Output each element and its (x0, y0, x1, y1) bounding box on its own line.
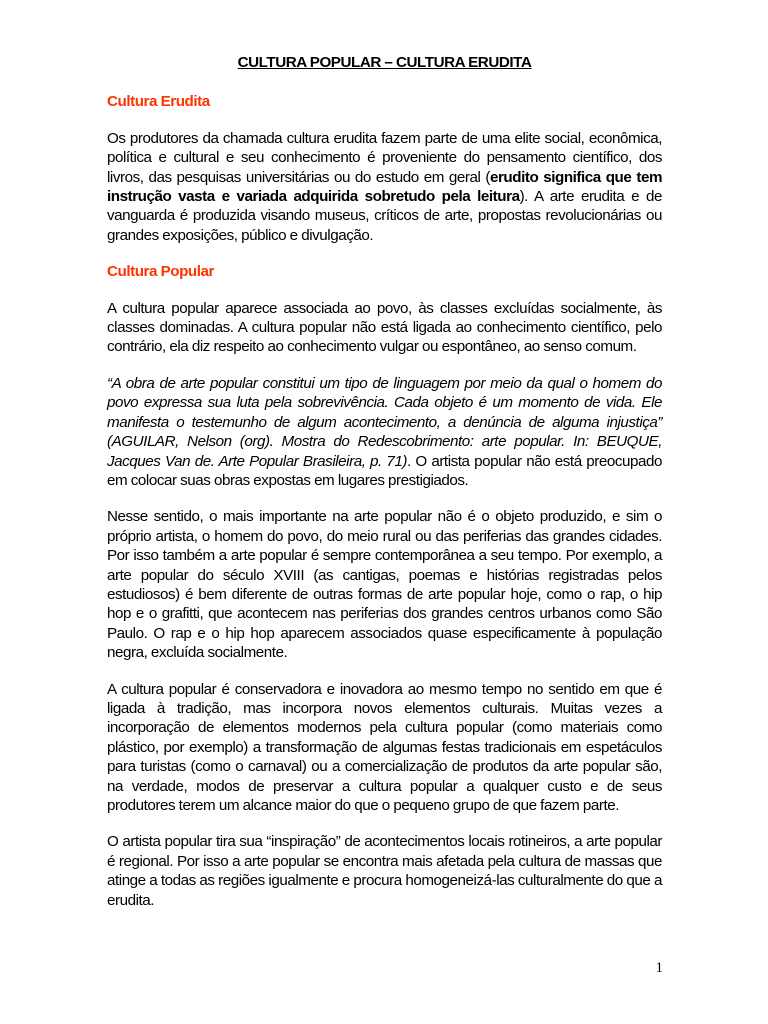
document-body (107, 53, 662, 927)
paragraph-popular-definition: A cultura popular aparece associada ao povo, às classes excluídas socialmente, às classes dominadas. A cultura popular não está ligada ao conhecimento científico, pelo contrário, ela diz respeito ao conhecimento vulgar ou espontâneo, ao senso comum. (107, 299, 662, 356)
bold-definition-text: erudito significa que tem instrução vasta e variada adquirida sobretudo pela leitura (107, 168, 662, 206)
page-title: CULTURA POPULAR – CULTURA ERUDITA (237, 54, 532, 71)
paragraph-conservative-innovative: A cultura popular é conservadora e inovadora ao mesmo tempo no sentido em que é ligada à tradição, mas incorpora novos elementos culturais. Muitas vezes a incorporação de elementos modernos pela cultura popular (como materiais como plástico, por exemplo) a transformação de algumas festas tradicionais em espetáculos para turistas (como o carnaval) ou a comercialização de produtos da arte popular são, na verdade, modos de preservar a cultura popular a qualquer custo e de seus produtores terem um alcance maior do que o pequeno grupo de que fazem parte. (107, 680, 662, 814)
page-number: 1 (655, 960, 663, 976)
paragraph-regional: O artista popular tira sua “inspiração” de acontecimentos locais rotineiros, a arte popular é regional. Por isso a arte popular se encontra mais afetada pela cultura de massas que atinge a todas as regiões igualmente e procura homogeneizá-las culturalmente do que a erudita. (107, 833, 662, 909)
paragraph-text: Os produtores da chamada cultura erudita fazem parte de uma elite social, econômica, política e cultural e seu conhecimento é proveniente do pensamento científico, dos livros, das pesquisas universitárias ou do estudo em geral ( (107, 129, 662, 186)
paragraph-quote (107, 374, 662, 490)
section-heading-cultura-erudita: Cultura Erudita (107, 93, 210, 111)
italic-quote-text: “A obra de arte popular constitui um tipo de linguagem por meio da qual o homem do povo expressa sua luta pela sobrevivência. Cada objeto é um momento de vida. Ele manifesta o testemunho de algum acontecimento, a denúncia de alguma injustiça” (AGUILAR, Nelson (org). Mostra do Redescobrimento: arte popular. In: BEUQUE, Jacques Van de. Arte Popular Brasileira, p. 71) (107, 374, 662, 470)
paragraph-text: ). A arte erudita e de vanguarda é produzida visando museus, críticos de arte, propostas revolucionárias ou grandes exposições, público e divulgação. (107, 188, 662, 244)
section-heading-cultura-popular: Cultura Popular (107, 263, 214, 281)
paragraph-text: . O artista popular não está preocupado em colocar suas obras expostas em lugares prestigiados. (107, 452, 662, 489)
paragraph-erudita-definition (107, 129, 662, 245)
paragraph-artist-importance: Nesse sentido, o mais importante na arte popular não é o objeto produzido, e sim o próprio artista, o homem do povo, do meio rural ou das periferias das grandes cidades. Por isso também a arte popular é sempre contemporânea a seu tempo. Por exemplo, a arte popular do século XVIII (as cantigas, poemas e histórias registradas pelos estudiosos) é bem diferente de outras formas de arte popular hoje, como o rap, o hip hop e o grafitti, que acontecem nas periferias dos grandes centros urbanos como São Paulo. O rap e o hip hop aparecem associados quase especificamente à população negra, excluída socialmente. (107, 508, 662, 662)
